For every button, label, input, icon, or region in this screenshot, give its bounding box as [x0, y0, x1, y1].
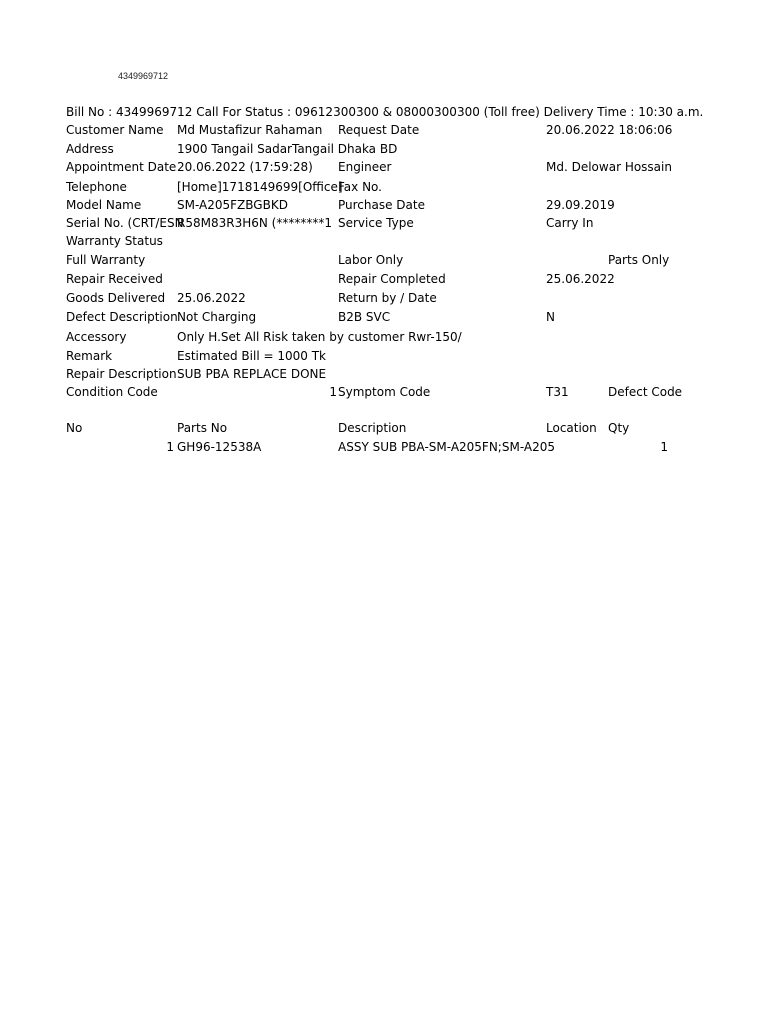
b2b-svc-label: B2B SVC	[338, 310, 391, 324]
part-description: ASSY SUB PBA-SM-A205FN;SM-A205	[338, 440, 556, 454]
engineer-label: Engineer	[338, 160, 392, 174]
symptom-code-value: T31	[546, 385, 569, 399]
purchase-date-label: Purchase Date	[338, 198, 425, 212]
accessory-value: Only H.Set All Risk taken by customer Rwr-150/	[177, 330, 462, 344]
model-name-value: SM-A205FZBGBKD	[177, 198, 288, 212]
customer-name-label: Customer Name	[66, 123, 164, 137]
parts-header-parts-no: Parts No	[177, 421, 228, 435]
service-type-value: Carry In	[546, 216, 594, 230]
labor-only-label: Labor Only	[338, 253, 404, 267]
parts-header-location: Location	[546, 421, 597, 435]
part-number: GH96-12538A	[177, 440, 262, 454]
customer-name-value: Md Mustafizur Rahaman	[177, 123, 323, 137]
bill-line: Bill No : 4349969712 Call For Status : 09612300300 & 08000300300 (Toll free) Delivery Time : 10:30 a.m.	[66, 105, 704, 119]
repair-received-label: Repair Received	[66, 272, 163, 286]
symptom-code-label: Symptom Code	[338, 385, 431, 399]
engineer-value: Md. Delowar Hossain	[546, 160, 672, 174]
request-date-value: 20.06.2022 18:06:06	[546, 123, 673, 137]
goods-delivered-value: 25.06.2022	[177, 291, 246, 305]
return-by-label: Return by / Date	[338, 291, 437, 305]
serial-no-value: R58M83R3H6N (********1	[177, 216, 332, 230]
condition-code-value: 1	[329, 385, 337, 399]
parts-only-label: Parts Only	[608, 253, 670, 267]
b2b-svc-value: N	[546, 310, 555, 324]
remark-label: Remark	[66, 349, 113, 363]
warranty-status-label: Warranty Status	[66, 234, 163, 248]
serial-no-label: Serial No. (CRT/ESN	[66, 216, 184, 230]
parts-header-no: No	[66, 421, 83, 435]
defect-description-value: Not Charging	[177, 310, 257, 324]
telephone-value: [Home]1718149699[Office]	[177, 180, 343, 194]
model-name-label: Model Name	[66, 198, 142, 212]
defect-description-label: Defect Description	[66, 310, 178, 324]
repair-completed-label: Repair Completed	[338, 272, 446, 286]
fax-label: Fax No.	[338, 180, 382, 194]
defect-code-label: Defect Code	[608, 385, 683, 399]
part-qty: 1	[660, 440, 668, 454]
appointment-date-value: 20.06.2022 (17:59:28)	[177, 160, 313, 174]
repair-completed-value: 25.06.2022	[546, 272, 615, 286]
repair-description-label: Repair Description	[66, 367, 177, 381]
part-no-index: 1	[166, 440, 174, 454]
service-receipt	[66, 0, 704, 1024]
address-value: 1900 Tangail SadarTangail Dhaka BD	[177, 142, 398, 156]
parts-header-qty: Qty	[608, 421, 630, 435]
address-label: Address	[66, 142, 114, 156]
request-date-label: Request Date	[338, 123, 420, 137]
parts-header-description: Description	[338, 421, 407, 435]
telephone-label: Telephone	[66, 180, 127, 194]
accessory-label: Accessory	[66, 330, 127, 344]
remark-value: Estimated Bill = 1000 Tk	[177, 349, 326, 363]
full-warranty-label: Full Warranty	[66, 253, 146, 267]
goods-delivered-label: Goods Delivered	[66, 291, 166, 305]
condition-code-label: Condition Code	[66, 385, 158, 399]
document-id: 4349969712	[118, 71, 169, 81]
purchase-date-value: 29.09.2019	[546, 198, 615, 212]
appointment-date-label: Appointment Date	[66, 160, 177, 174]
service-type-label: Service Type	[338, 216, 414, 230]
repair-description-value: SUB PBA REPLACE DONE	[177, 367, 327, 381]
